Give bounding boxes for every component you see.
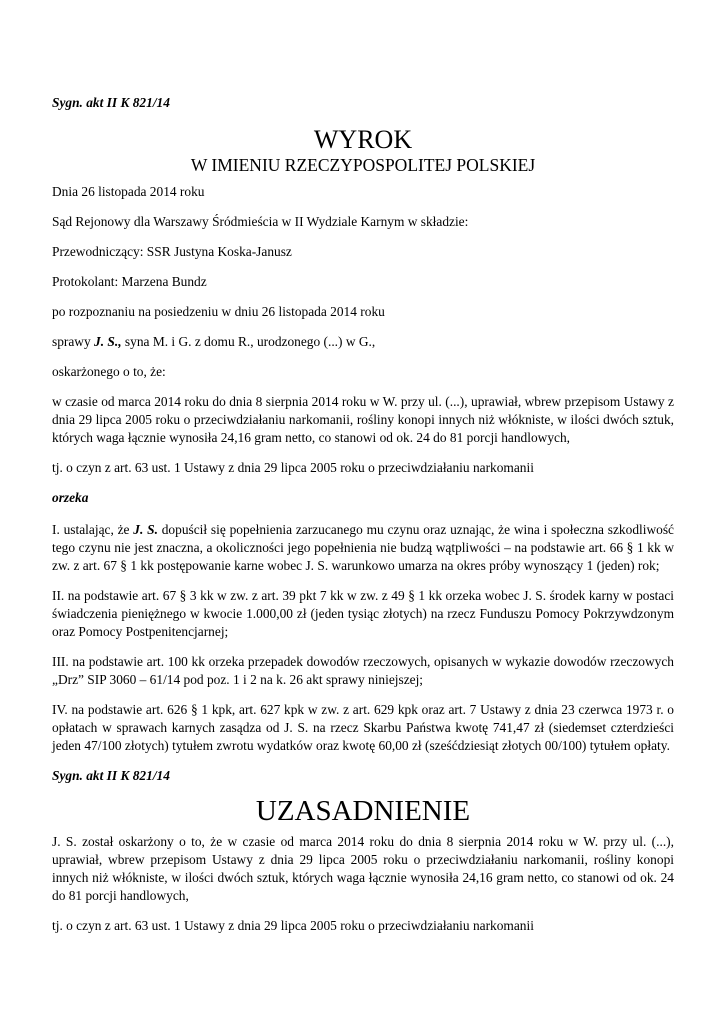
point-1-prefix: I. ustalając, że <box>52 522 134 537</box>
verdict-point-4: IV. na podstawie art. 626 § 1 kpk, art. 627 kpk w zw. z art. 629 kpk oraz art. 7 Ustawy z dnia 23 czerwca 1973 r. o opłatach w sprawach karnych zasądza od J. S. na rzecz Skarbu Państwa kwotę 741,47 zł (siedemset czterdzieści jeden 47/100 złotych) tytułem zwrotu wydatków oraz kwotę 60,00 zł (sześćdziesiąt złotych 00/100) tytułem opłaty. <box>52 702 674 753</box>
orzeka-heading: orzeka <box>52 490 89 505</box>
document-body <box>52 94 674 947</box>
justification-signature: Sygn. akt II K 821/14 <box>52 768 170 783</box>
justification-article-line: tj. o czyn z art. 63 ust. 1 Ustawy z dnia 29 lipca 2005 roku o przeciwdziałaniu narkomanii <box>52 918 534 933</box>
case-prefix: sprawy <box>52 334 95 349</box>
justification-title: UZASADNIENIE <box>255 795 471 827</box>
verdict-point-1 <box>52 521 674 575</box>
accused-line: oskarżonego o to, że: <box>52 364 166 379</box>
date-line: Dnia 26 listopada 2014 roku <box>52 184 205 199</box>
verdict-subtitle: W IMIENIU RZECZYPOSPOLITEJ POLSKIEJ <box>190 155 536 175</box>
article-line: tj. o czyn z art. 63 ust. 1 Ustawy z dnia 29 lipca 2005 roku o przeciwdziałaniu narkomanii <box>52 460 534 475</box>
case-signature: Sygn. akt II K 821/14 <box>52 95 170 110</box>
chair-line: Przewodniczący: SSR Justyna Koska-Janusz <box>52 244 292 259</box>
verdict-point-3: III. na podstawie art. 100 kk orzeka przepadek dowodów rzeczowych, opisanych w wykazie dowodów rzeczowych „Drz” SIP 3060 – 61/14 pod poz. 1 i 2 na k. 26 akt sprawy niniejszej; <box>52 654 674 687</box>
point-1-name: J. S. <box>133 522 158 537</box>
justification-paragraph: J. S. został oskarżony o to, że w czasie od marca 2014 roku do dnia 8 sierpnia 2014 roku w W. przy ul. (...), uprawiał, wbrew przepisom Ustawy z dnia 29 lipca 2005 roku o przeciwdziałaniu narkomanii, rośliny konopi innych niż włókniste, w ilości dwóch sztuk, których waga łącznie wynosiła 24,16 gram netto, co stanowi od ok. 24 do 81 porcji handlowych, <box>52 834 674 903</box>
court-line: Sąd Rejonowy dla Warszawy Śródmieścia w II Wydziale Karnym w składzie: <box>52 214 469 229</box>
verdict-point-2: II. na podstawie art. 67 § 3 kk w zw. z art. 39 pkt 7 kk w zw. z 49 § 1 kk orzeka wobec J. S. środek karny w postaci świadczenia pieniężnego w kwocie 1.000,00 zł (jeden tysiąc złotych) na rzecz Funduszu Pomocy Pokrzywdzonym oraz Pomocy Postpenitencjarnej; <box>52 588 674 639</box>
clerk-line: Protokolant: Marzena Bundz <box>52 274 207 289</box>
verdict-title: WYROK <box>313 125 413 154</box>
defendant-name: J. S., <box>94 334 122 349</box>
session-line: po rozpoznaniu na posiedzeniu w dniu 26 listopada 2014 roku <box>52 304 385 319</box>
case-line <box>52 333 674 351</box>
charge-paragraph: w czasie od marca 2014 roku do dnia 8 sierpnia 2014 roku w W. przy ul. (...), uprawiał, wbrew przepisom Ustawy z dnia 29 lipca 2005 roku o przeciwdziałaniu narkomanii, rośliny konopi innych niż włókniste, w ilości dwóch sztuk, których waga łącznie wynosiła 24,16 gram netto, co stanowi od ok. 24 do 81 porcji handlowych, <box>52 394 674 445</box>
point-1-text: dopuścił się popełnienia zarzucanego mu czynu oraz uznając, że wina i społeczna szkodliwość tego czynu nie jest znaczna, a okoliczności jego popełnienia nie budzą wątpliwości – na podstawie art. 66 § 1 kk w zw. z art. 67 § 1 kk postępowanie karne wobec J. S. warunkowo umarza na okres próby wynoszący 1 (jeden) rok; <box>52 522 674 573</box>
case-suffix: syna M. i G. z domu R., urodzonego (...) w G., <box>121 334 376 349</box>
